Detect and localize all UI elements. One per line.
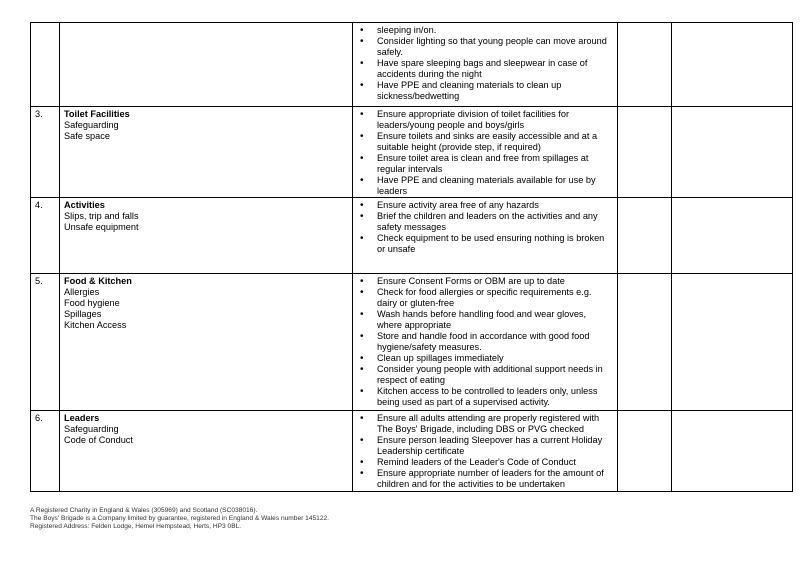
risk-table-body	[31, 23, 793, 492]
controls-cell	[353, 411, 618, 492]
controls-cell	[353, 23, 618, 107]
hazard-cell	[60, 198, 353, 274]
control-item: • Have PPE and cleaning materials available for use by leaders	[357, 175, 613, 197]
footer	[30, 507, 329, 531]
control-item: • Check for food allergies or specific requirements e.g. dairy or gluten-free	[357, 287, 613, 309]
control-item: • Store and handle food in accordance with good food hygiene/safety measures.	[357, 331, 613, 353]
notes-cell	[672, 198, 793, 274]
hazard-item: Food hygiene	[64, 298, 120, 308]
controls-list	[357, 276, 613, 408]
controls-list	[357, 109, 613, 197]
controls-cell	[353, 274, 618, 411]
control-item: • Ensure person leading Sleepover has a current Holiday Leadership certificate	[357, 435, 613, 457]
hazard-cell	[60, 274, 353, 411]
table-row	[31, 23, 793, 107]
control-item: • Brief the children and leaders on the activities and any safety messages	[357, 211, 613, 233]
hazard-item: Spillages	[64, 309, 102, 319]
table-row	[31, 107, 793, 198]
hazard-item: Safeguarding	[64, 120, 119, 130]
rating-cell	[618, 411, 672, 492]
hazard-item: Safeguarding	[64, 424, 119, 434]
hazard-title: Activities	[64, 200, 105, 210]
controls-cell	[353, 107, 618, 198]
control-item: • Ensure appropriate division of toilet facilities for leaders/young people and boys/girls	[357, 109, 613, 131]
table-row	[31, 274, 793, 411]
notes-cell	[672, 411, 793, 492]
hazard-title: Food & Kitchen	[64, 276, 132, 286]
notes-cell	[672, 23, 793, 107]
hazard-item: Allergies	[64, 287, 100, 297]
control-item: • Ensure toilets and sinks are easily accessible and at a suitable height (provide step, if required)	[357, 131, 613, 153]
notes-cell	[672, 274, 793, 411]
registered-address-line: Registered Address: Felden Lodge, Hemel Hempstead, Herts, HP3 0BL.	[30, 523, 242, 530]
control-item: • Ensure activity area free of any hazards	[357, 200, 613, 211]
control-item: • Have PPE and cleaning materials to clean up sickness/bedwetting	[357, 80, 613, 102]
hazard-item: Kitchen Access	[64, 320, 127, 330]
hazard-cell	[60, 411, 353, 492]
controls-cell	[353, 198, 618, 274]
risk-assessment-table	[30, 22, 793, 492]
hazard-cell	[60, 23, 353, 107]
row-number: 4.	[31, 198, 60, 274]
rating-cell	[618, 198, 672, 274]
rating-cell	[618, 274, 672, 411]
notes-cell	[672, 107, 793, 198]
row-number: 5.	[31, 274, 60, 411]
control-item: • Have spare sleeping bags and sleepwear in case of accidents during the night	[357, 58, 613, 80]
hazard-title: Leaders	[64, 413, 100, 423]
company-registration-line: The Boys' Brigade is a Company limited by guarantee, registered in England & Wales number 145122.	[30, 515, 329, 522]
controls-list	[357, 200, 613, 255]
controls-list	[357, 413, 613, 490]
control-item: • Ensure all adults attending are properly registered with The Boys' Brigade, including DBS or PVG checked	[357, 413, 613, 435]
control-item: • sleeping in/on.	[357, 25, 613, 36]
rating-cell	[618, 107, 672, 198]
hazard-item: Safe space	[64, 131, 110, 141]
controls-list	[357, 25, 613, 102]
row-number: 3.	[31, 107, 60, 198]
control-item: • Wash hands before handling food and wear gloves, where appropriate	[357, 309, 613, 331]
table-row	[31, 411, 793, 492]
control-item: • Ensure Consent Forms or OBM are up to date	[357, 276, 613, 287]
control-item: • Ensure toilet area is clean and free from spillages at regular intervals	[357, 153, 613, 175]
control-item: • Remind leaders of the Leader's Code of Conduct	[357, 457, 613, 468]
hazard-cell	[60, 107, 353, 198]
row-number	[31, 23, 60, 107]
hazard-title: Toilet Facilities	[64, 109, 130, 119]
control-item: • Kitchen access to be controlled to leaders only, unless being used as part of a supervised activity.	[357, 386, 613, 408]
hazard-item: Slips, trip and falls	[64, 211, 139, 221]
control-item: • Consider lighting so that young people can move around safely.	[357, 36, 613, 58]
charity-registration-line: A Registered Charity in England & Wales (305969) and Scotland (SC038016).	[30, 507, 258, 514]
control-item: • Ensure appropriate number of leaders for the amount of children and for the activities to be undertaken	[357, 468, 613, 490]
row-number: 6.	[31, 411, 60, 492]
control-item: • Clean up spillages immediately	[357, 353, 613, 364]
table-row	[31, 198, 793, 274]
control-item: • Consider young people with additional support needs in respect of eating	[357, 364, 613, 386]
rating-cell	[618, 23, 672, 107]
control-item: • Check equipment to be used ensuring nothing is broken or unsafe	[357, 233, 613, 255]
hazard-item: Unsafe equipment	[64, 222, 139, 232]
hazard-item: Code of Conduct	[64, 435, 133, 445]
